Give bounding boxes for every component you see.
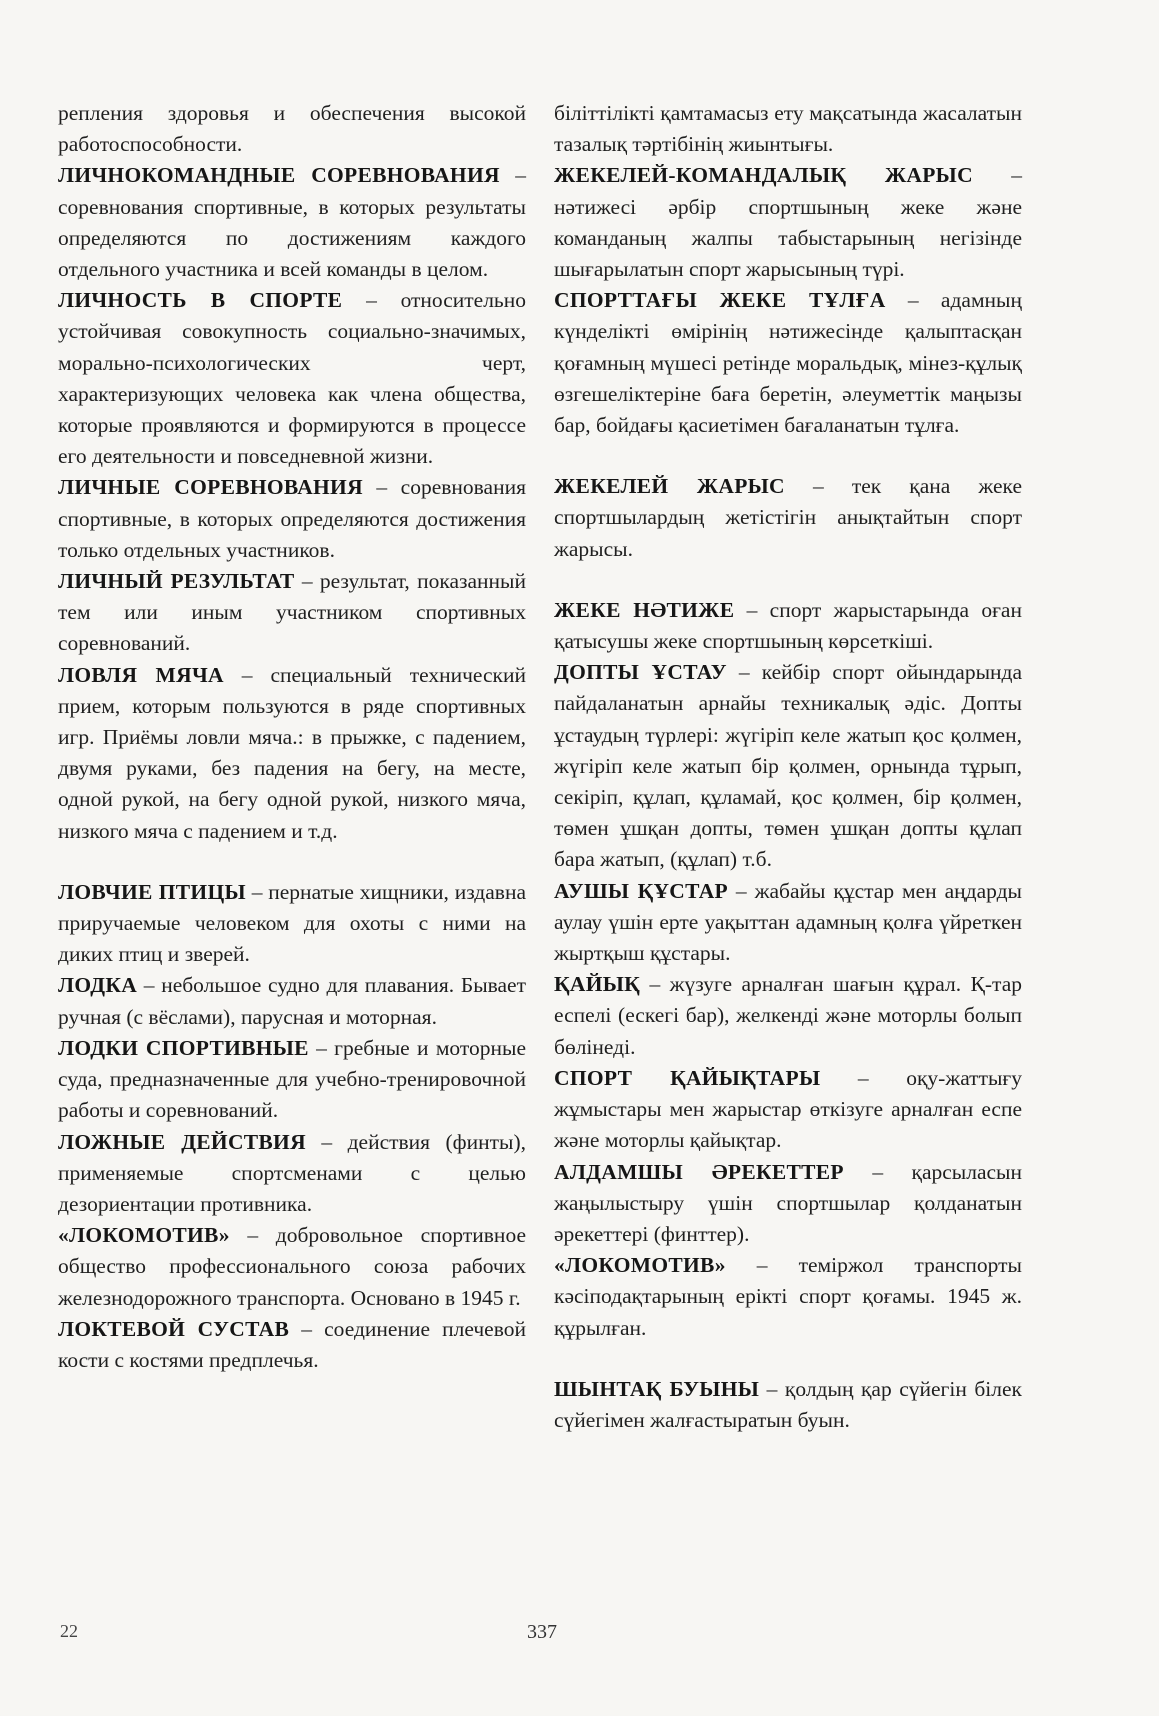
dictionary-entry [58,970,526,1032]
entry-definition: – нәтижесі әрбір спортшының жеке және команданың жалпы табыстарының негізінде шығарылатын спорт жарысының түрі. [554,163,1023,282]
entry-definition: – кейбір спорт ойындарында пайдаланатын арнайы техникалық әдіс. Допты ұстаудың түрлері: жүгіріп келе жатып қос қолмен, жүгіріп келе жатып бір қолмен, орнында тұрып, секіріп, құлап, құламай, қос қолмен, бір қолмен, төмен ұшқан допты, төмен ұшқан допты құлап бара жатып, (құлап) т.б. [554,660,1023,872]
dictionary-entry [554,657,1022,875]
dictionary-entry [554,1374,1022,1436]
entry-term: ЛОВЛЯ МЯЧА [58,662,224,687]
dictionary-entry [58,1033,526,1127]
dictionary-entry [554,285,1022,441]
entry-term: АУШЫ ҚҰСТАР [554,878,728,903]
continuation-text: біліттілікті қамтамасыз ету мақсатында жасалатын тазалық тәртібінің жиынтығы. [554,101,1022,157]
entry-definition: – соревнования спортивные, в которых определяются достижения только отдельных участников. [58,475,526,562]
signature-mark: 22 [60,1621,78,1641]
page-number: 337 [527,1621,557,1643]
dictionary-entry [554,1063,1022,1157]
continuation-text: репления здоровья и обеспечения высокой работоспособности. [58,101,526,157]
dictionary-entry [58,660,526,847]
dictionary-entry [58,160,526,285]
dictionary-entry [554,969,1022,1063]
dictionary-entry [58,285,526,472]
entry-definition: – гребные и моторные суда, предназначенные для учебно-тренировочной работы и соревнований. [58,1035,526,1123]
dictionary-entry [554,1250,1022,1344]
entry-term: ДОПТЫ ҰСТАУ [554,660,727,685]
entry-definition: – небольшое судно для плавания. Бывает ручная (с вёслами), парусная и моторная. [58,973,526,1029]
entry-definition: – теміржол транспорты кәсіподақтарының ерікті спорт қоғамы. 1945 ж. құрылған. [554,1253,1022,1340]
entry-term: ЛИЧНЫЕ СОРЕВНОВАНИЯ [58,475,363,500]
entry-term: ШЫНТАҚ БУЫНЫ [554,1376,760,1401]
entry-term: ЖЕКЕЛЕЙ-КОМАНДАЛЫҚ ЖАРЫС [554,163,973,188]
entry-term: ЛИЧНЫЙ РЕЗУЛЬТАТ [58,569,295,594]
entry-definition: – жабайы құстар мен аңдарды аулау үшін ерте уақыттан адамның қолға үйреткен жыртқыш құстары. [554,878,1022,966]
dictionary-entry [554,1157,1022,1251]
entry-definition: – пернатые хищники, издавна приручаемые человеком для охоты с ними на диких птиц и зверей. [58,879,526,967]
entry-term: СПОРТТАҒЫ ЖЕКЕ ТҰЛҒА [554,288,886,313]
dictionary-entry [58,472,526,566]
dictionary-entry [554,160,1022,285]
entry-term: ЛОЖНЫЕ ДЕЙСТВИЯ [58,1129,306,1154]
entry-term: ЛОВЧИЕ ПТИЦЫ [58,879,246,904]
dictionary-entry [58,566,526,660]
dictionary-entry [554,471,1022,565]
entry-term: ЖЕКЕ НӘТИЖЕ [554,597,735,622]
entry-term: ЛОКТЕВОЙ СУСТАВ [58,1316,290,1341]
entry-term: ЛИЧНОКОМАНДНЫЕ СОРЕВНОВАНИЯ [58,163,500,188]
entry-term: ЛОДКА [58,973,138,998]
entry-definition: – результат, показанный тем или иным участником спортивных соревнований. [58,569,526,656]
dictionary-entry [58,1220,526,1314]
entry-definition: – соревнования спортивные, в которых результаты определяются по достижениям каждого отдельного участника и всей команды в целом. [58,163,527,282]
entry-term: «ЛОКОМОТИВ» [554,1253,726,1278]
entry-definition: – қарсыласын жаңылыстыру үшін спортшылар қолданатын әрекеттері (финттер). [554,1159,1023,1246]
entry-definition: – тек қана жеке спортшылардың жетістігін анықтайтын спорт жарысы. [554,474,1022,561]
entry-definition: – действия (финты), применяемые спортсменами с целью дезориентации противника. [58,1129,526,1216]
dictionary-entry [554,595,1022,657]
entry-definition: – относительно устойчивая совокупность социально-значимых, морально-психологических черт, характеризующих человека как члена общества, которые проявляются и формируются в процессе его деятельности и повседневной жизни. [58,288,526,469]
dictionary-entry [58,877,526,971]
dictionary-entry [58,1314,526,1376]
entry-term: «ЛОКОМОТИВ» [58,1223,230,1248]
entry-term: ҚАЙЫҚ [554,972,641,997]
entry-definition: – оқу-жаттығу жұмыстары мен жарыстар өткізуге арналған еспе және моторлы қайықтар. [554,1065,1022,1153]
right-column [554,98,1022,1436]
left-column [58,98,526,1376]
entry-definition: – соединение плечевой кости с костями предплечья. [58,1316,526,1372]
entry-definition: – специальный технический прием, которым пользуются в ряде спортивных игр. Приёмы ловли мяча.: в прыжке, с падением, двумя руками, без падения на бегу, на месте, одной рукой, на бегу одной рукой, низкого мяча, низкого мяча с падением и т.д. [58,662,526,843]
entry-term: АЛДАМШЫ ӘРЕКЕТТЕР [554,1159,844,1184]
entry-term: ЖЕКЕЛЕЙ ЖАРЫС [554,474,785,499]
entry-term: ЛИЧНОСТЬ В СПОРТЕ [58,288,343,313]
entry-definition: – қолдың қар сүйегін білек сүйегімен жалғастыратын буын. [554,1376,1022,1432]
entry-term: СПОРТ ҚАЙЫҚТАРЫ [554,1065,821,1090]
dictionary-entry [58,1127,526,1221]
entry-definition: – адамның күнделікті өмірінің нәтижесінде қалыптасқан қоғамның мүшесі ретінде моральдық, мінез-құлық өзгешеліктеріне баға беретін, әлеуметтік маңызы бар, бойдағы қасиетімен бағаланатын тұлға. [554,288,1023,438]
entry-term: ЛОДКИ СПОРТИВНЫЕ [58,1035,309,1060]
entry-definition: – жүзуге арналған шағын құрал. Қ-тар еспелі (ескегі бар), желкенді және моторлы болып бөлінеді. [554,972,1022,1059]
entry-definition: – добровольное спортивное общество профессионального союза рабочих железнодорожного транспорта. Основано в 1945 г. [58,1223,526,1310]
entry-definition: – спорт жарыстарында оған қатысушы жеке спортшының көрсеткіші. [554,597,1022,654]
dictionary-entry [554,876,1022,970]
